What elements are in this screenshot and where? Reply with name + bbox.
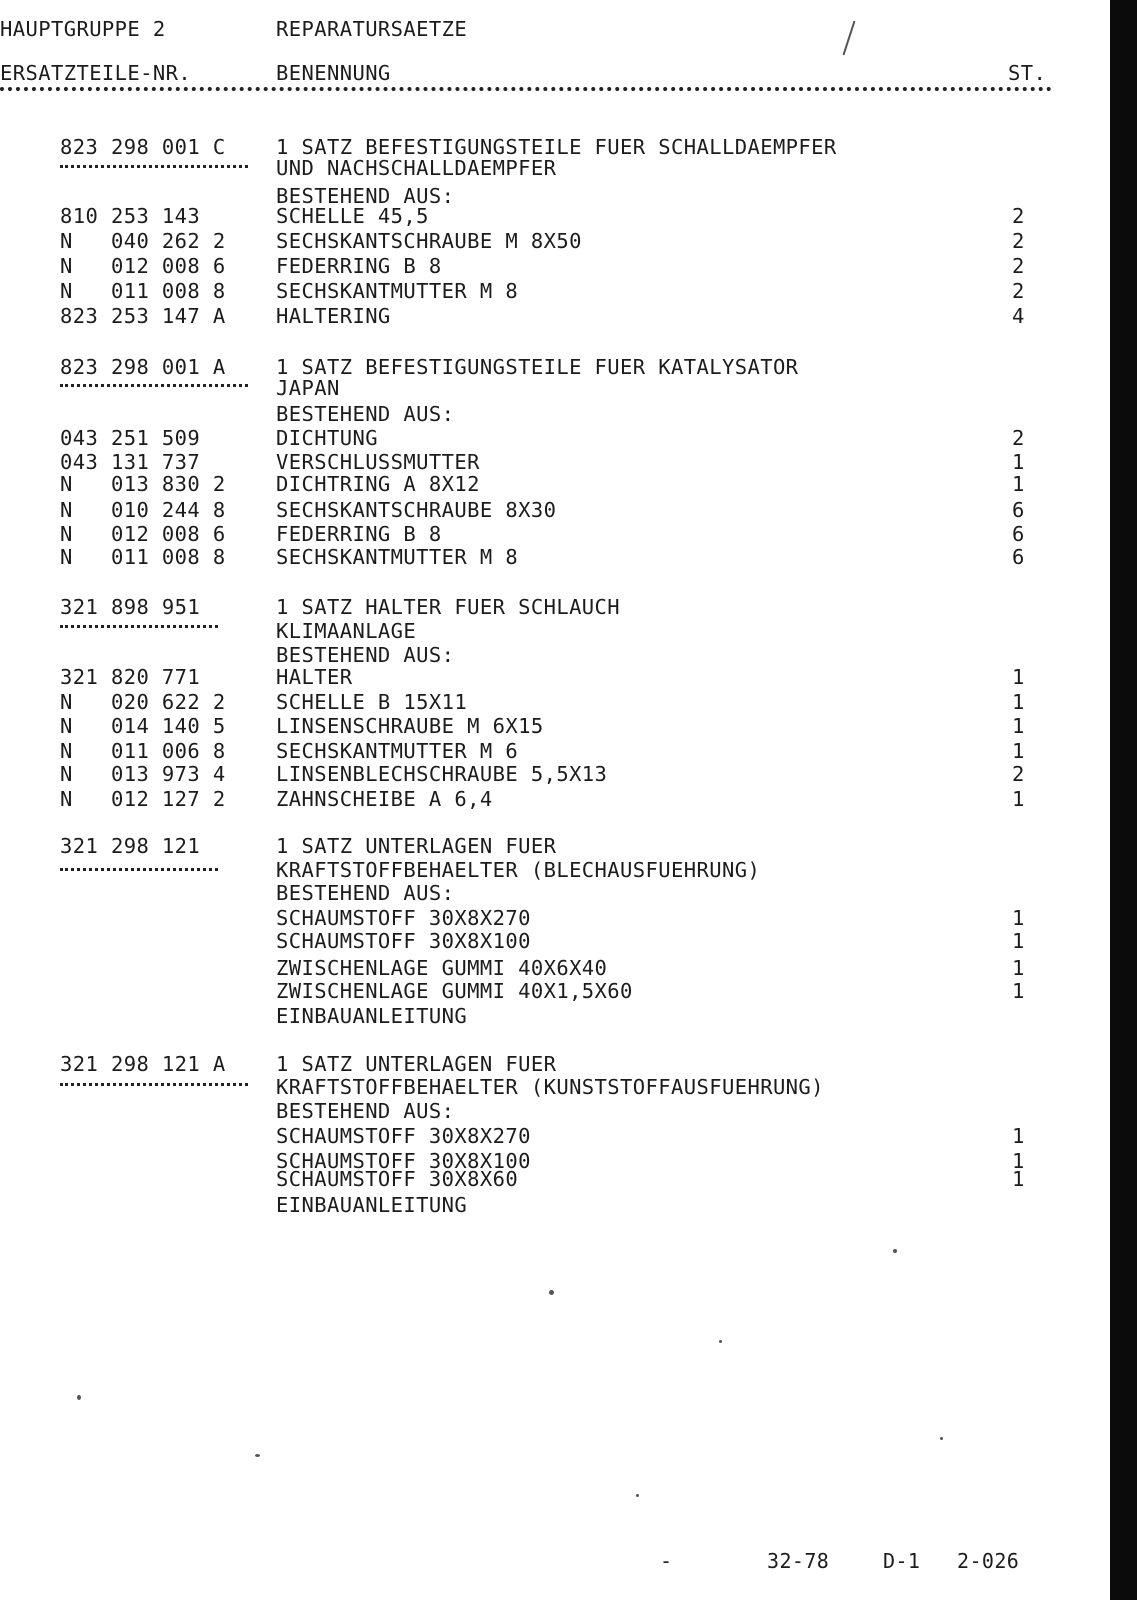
kit-description: 1 SATZ UNTERLAGEN FUER [276,1052,557,1076]
item-name: ZWISCHENLAGE GUMMI 40X1,5X60 [276,979,633,1003]
scan-speck [77,1395,81,1400]
item-name: SCHAUMSTOFF 30X8X100 [276,1149,531,1173]
item-name: LINSENSCHRAUBE M 6X15 [276,714,544,738]
item-name: SCHAUMSTOFF 30X8X100 [276,929,531,953]
item-quantity: 2 [1012,279,1025,303]
footer-code: D-1 [883,1549,921,1573]
item-name: EINBAUANLEITUNG [276,1193,468,1217]
item-name: VERSCHLUSSMUTTER [276,450,480,474]
footer-code: 32-78 [767,1549,830,1573]
item-name: SECHSKANTMUTTER M 6 [276,739,519,763]
kit-part-underline [60,625,218,628]
item-quantity: 6 [1012,522,1025,546]
item-name: HALTERING [276,304,391,328]
header-divider [0,87,1052,91]
kit-description: JAPAN [276,376,340,400]
item-name: EINBAUANLEITUNG [276,1004,468,1028]
item-part-number: N 040 262 2 [60,229,226,253]
kit-consists-label: BESTEHEND AUS: [276,184,455,208]
item-part-number: 321 820 771 [60,665,201,689]
kit-consists-label: BESTEHEND AUS: [276,1099,455,1123]
kit-part-underline [60,1083,248,1086]
kit-consists-label: BESTEHEND AUS: [276,881,455,905]
item-name: SCHELLE 45,5 [276,204,429,228]
scan-edge-bar [1110,0,1137,1600]
item-part-number: N 010 244 8 [60,498,226,522]
item-name: LINSENBLECHSCHRAUBE 5,5X13 [276,762,608,786]
item-part-number: N 020 622 2 [60,690,226,714]
item-quantity: 2 [1012,254,1025,278]
item-name: HALTER [276,665,353,689]
kit-consists-label: BESTEHEND AUS: [276,402,455,426]
item-name: ZAHNSCHEIBE A 6,4 [276,787,493,811]
item-part-number: N 012 008 6 [60,254,226,278]
group-heading: HAUPTGRUPPE 2 [0,17,166,41]
item-part-number: N 014 140 5 [60,714,226,738]
item-quantity: 1 [1012,690,1025,714]
item-part-number: N 011 008 8 [60,279,226,303]
item-quantity: 1 [1012,739,1025,763]
kit-part-number: 823 298 001 A [60,355,226,379]
item-quantity: 2 [1012,762,1025,786]
kit-description: KLIMAANLAGE [276,619,417,643]
kit-description: 1 SATZ BEFESTIGUNGSTEILE FUER SCHALLDAEMPFER [276,135,837,159]
item-name: SCHELLE B 15X11 [276,690,468,714]
item-name: SCHAUMSTOFF 30X8X60 [276,1167,519,1191]
kit-part-number: 321 898 951 [60,595,201,619]
column-header-part-number: ERSATZTEILE-NR. [0,61,192,85]
item-name: ZWISCHENLAGE GUMMI 40X6X40 [276,956,608,980]
item-part-number: 823 253 147 A [60,304,226,328]
item-part-number: N 012 008 6 [60,522,226,546]
scan-speck [255,1454,260,1457]
item-name: DICHTRING A 8X12 [276,472,480,496]
section-heading: REPARATURSAETZE [276,17,468,41]
item-name: SECHSKANTMUTTER M 8 [276,545,519,569]
item-quantity: 1 [1012,787,1025,811]
column-header-quantity: ST. [1008,61,1047,85]
item-part-number: N 011 008 8 [60,545,226,569]
kit-description: KRAFTSTOFFBEHAELTER (KUNSTSTOFFAUSFUEHRUNG) [276,1075,824,1099]
footer-dash: - [660,1549,673,1573]
scan-speck [636,1494,639,1497]
kit-description: KRAFTSTOFFBEHAELTER (BLECHAUSFUEHRUNG) [276,858,761,882]
item-name: DICHTUNG [276,426,378,450]
item-part-number: N 013 830 2 [60,472,226,496]
item-quantity: 1 [1012,979,1025,1003]
kit-part-underline [60,165,248,168]
kit-part-underline [60,868,218,871]
item-quantity: 1 [1012,472,1025,496]
item-part-number: N 011 006 8 [60,739,226,763]
item-quantity: 2 [1012,229,1025,253]
item-quantity: 6 [1012,498,1025,522]
item-quantity: 1 [1012,665,1025,689]
scan-speck [893,1249,897,1253]
item-quantity: 1 [1012,714,1025,738]
item-name: SCHAUMSTOFF 30X8X270 [276,1124,531,1148]
kit-part-underline [60,384,248,387]
item-part-number: N 012 127 2 [60,787,226,811]
kit-part-number: 321 298 121 A [60,1052,226,1076]
item-part-number: N 013 973 4 [60,762,226,786]
kit-description: 1 SATZ BEFESTIGUNGSTEILE FUER KATALYSATOR [276,355,799,379]
kit-description: 1 SATZ UNTERLAGEN FUER [276,834,557,858]
item-quantity: 1 [1012,1167,1025,1191]
item-name: FEDERRING B 8 [276,522,442,546]
pen-mark [842,21,855,56]
scan-speck [549,1290,554,1295]
item-quantity: 4 [1012,304,1025,328]
item-part-number: 043 131 737 [60,450,201,474]
item-name: FEDERRING B 8 [276,254,442,278]
item-quantity: 1 [1012,929,1025,953]
item-quantity: 1 [1012,1124,1025,1148]
item-quantity: 6 [1012,545,1025,569]
kit-consists-label: BESTEHEND AUS: [276,643,455,667]
scan-speck [940,1437,943,1440]
column-header-name: BENENNUNG [276,61,391,85]
item-quantity: 2 [1012,426,1025,450]
scan-speck [719,1340,722,1343]
item-quantity: 2 [1012,204,1025,228]
item-part-number: 043 251 509 [60,426,201,450]
kit-part-number: 321 298 121 [60,834,201,858]
item-name: SECHSKANTSCHRAUBE M 8X50 [276,229,582,253]
kit-part-number: 823 298 001 C [60,135,226,159]
kit-description: UND NACHSCHALLDAEMPFER [276,156,557,180]
item-quantity: 1 [1012,906,1025,930]
item-quantity: 1 [1012,1149,1025,1173]
item-quantity: 1 [1012,956,1025,980]
page-number: 2-026 [957,1549,1020,1573]
item-name: SECHSKANTSCHRAUBE 8X30 [276,498,557,522]
item-name: SCHAUMSTOFF 30X8X270 [276,906,531,930]
item-name: SECHSKANTMUTTER M 8 [276,279,519,303]
item-part-number: 810 253 143 [60,204,201,228]
kit-description: 1 SATZ HALTER FUER SCHLAUCH [276,595,621,619]
item-quantity: 1 [1012,450,1025,474]
